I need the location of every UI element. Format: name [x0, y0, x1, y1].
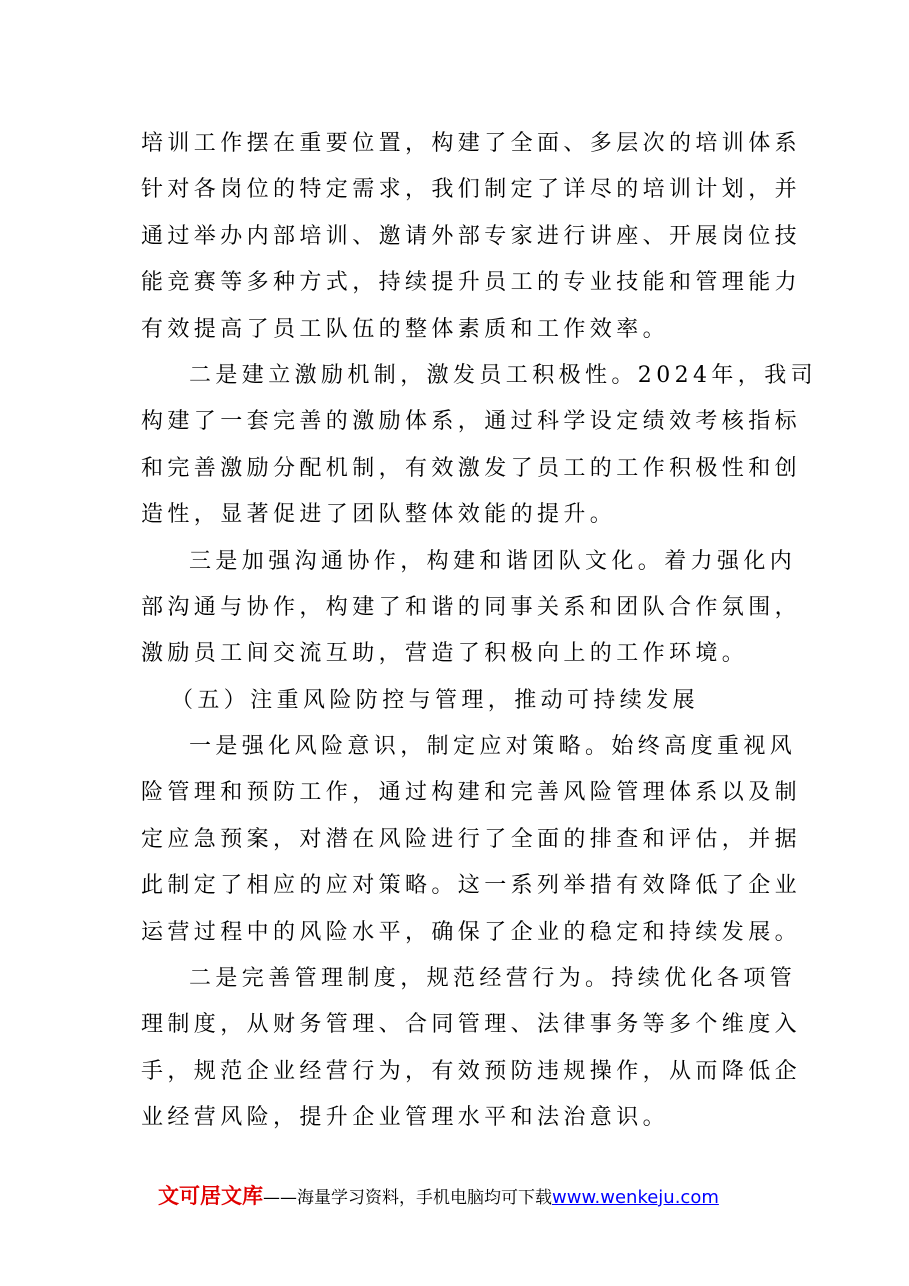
section-heading: （五）注重风险防控与管理，推动可持续发展: [171, 687, 700, 713]
paragraph-line: 构建了一套完善的激励体系，通过科学设定绩效考核指标: [141, 409, 802, 435]
paragraph-line: 运营过程中的风险水平，确保了企业的稳定和持续发展。: [141, 919, 802, 945]
paragraph-line: 激励员工间交流互助，营造了积极向上的工作环境。: [141, 641, 749, 667]
paragraph-line: 险管理和预防工作，通过构建和完善风险管理体系以及制: [141, 780, 802, 806]
paragraph-line: 部沟通与协作，构建了和谐的同事关系和团队合作氛围，: [141, 594, 802, 620]
paragraph-line: 培训工作摆在重要位置，构建了全面、多层次的培训体系: [141, 131, 802, 156]
paragraph-line: 和完善激励分配机制，有效激发了员工的工作积极性和创: [141, 455, 802, 481]
paragraph-line: 二是建立激励机制，激发员工积极性。2024年，我司: [189, 362, 817, 388]
paragraph-line: 有效提高了员工队伍的整体素质和工作效率。: [141, 316, 670, 342]
paragraph-line: 通过举办内部培训、邀请外部专家进行讲座、开展岗位技: [141, 223, 802, 249]
page-footer: [158, 1180, 719, 1212]
paragraph-line: 业经营风险，提升企业管理水平和法治意识。: [141, 1105, 670, 1131]
paragraph-line: 针对各岗位的特定需求，我们制定了详尽的培训计划，并: [141, 177, 802, 203]
footer-brand: 文可居文库: [158, 1184, 263, 1208]
paragraph-line: 三是加强沟通协作，构建和谐团队文化。着力强化内: [189, 548, 797, 574]
paragraph-line: 此制定了相应的应对策略。这一系列举措有效降低了企业: [141, 873, 802, 899]
document-body: [141, 121, 817, 1142]
paragraph-line: 造性，显著促进了团队整体效能的提升。: [141, 502, 617, 528]
paragraph-line: 定应急预案，对潜在风险进行了全面的排查和评估，并据: [141, 826, 802, 852]
paragraph-line: 手，规范企业经营行为，有效预防违规操作，从而降低企: [141, 1058, 802, 1084]
paragraph-line: 能竞赛等多种方式，持续提升员工的专业技能和管理能力: [141, 270, 802, 296]
footer-website-link[interactable]: www.wenkeju.com: [552, 1187, 719, 1208]
paragraph-line: 二是完善管理制度，规范经营行为。持续优化各项管: [189, 966, 797, 992]
paragraph-line: 一是强化风险意识，制定应对策略。始终高度重视风: [189, 734, 797, 760]
footer-slogan: ——海量学习资料，手机电脑均可下载: [263, 1188, 552, 1208]
paragraph-line: 理制度，从财务管理、合同管理、法律事务等多个维度入: [141, 1012, 802, 1038]
